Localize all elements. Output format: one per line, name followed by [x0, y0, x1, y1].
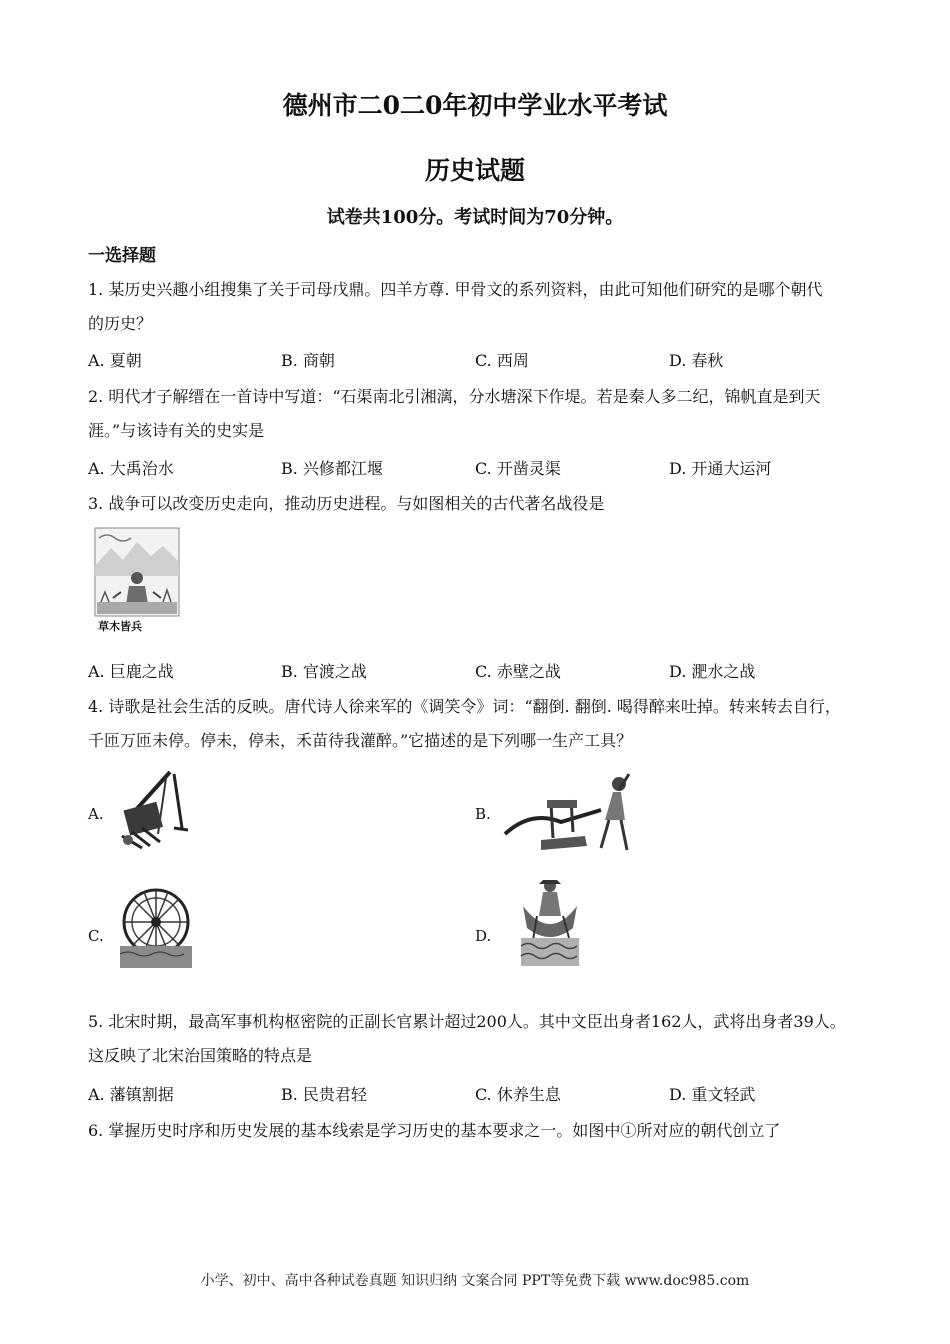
- question-4-line2: 千匝万匝未停。停未，停未，禾苗待我灌醉。”它描述的是下列哪一生产工具？: [88, 731, 633, 750]
- exam-subtitle: 历史试题: [424, 156, 525, 185]
- q4-option-d-image: [517, 876, 583, 968]
- exam-title: 德州市二0二0年初中学业水平考试: [282, 91, 668, 120]
- q1-option-c: C. 西周: [475, 351, 529, 370]
- q5-option-a: A. 藩镇割据: [88, 1085, 174, 1104]
- q4-option-a-image: [112, 766, 196, 854]
- q3-option-b: B. 官渡之战: [281, 662, 367, 681]
- question-1-stem: [88, 273, 878, 341]
- q3-battle-illustration: [93, 526, 181, 618]
- exam-info: 试卷共100分。考试时间为70分钟。: [326, 207, 624, 228]
- q1-option-b: B. 商朝: [281, 351, 335, 370]
- q1-option-d: D. 春秋: [669, 351, 724, 370]
- q4-option-c-image: [118, 884, 194, 970]
- question-2-stem: [88, 380, 878, 448]
- question-4-line1: 4. 诗歌是社会生活的反映。唐代诗人徐来军的《调笑令》词：“翻倒. 翻倒. 喝得醉来吐掉。转来转去自行，: [88, 697, 841, 716]
- page-footer: 小学、初中、高中各种试卷真题 知识归纳 文案合同 PPT等免费下载 www.doc985.com: [200, 1273, 750, 1289]
- q5-option-c: C. 休养生息: [475, 1085, 561, 1104]
- question-1-line2: 的历史？: [88, 314, 153, 333]
- q2-option-b: B. 兴修都江堰: [281, 459, 383, 478]
- q3-image-caption: 草木皆兵: [98, 620, 142, 633]
- q2-option-a: A. 大禹治水: [88, 459, 174, 478]
- q4-option-b-label: B.: [475, 805, 491, 823]
- question-3-stem: 3. 战争可以改变历史走向，推动历史进程。与如图相关的古代著名战役是: [88, 494, 605, 513]
- question-5-line2: 这反映了北宋治国策略的特点是: [88, 1046, 313, 1065]
- question-2-line1: 2. 明代才子解缙在一首诗中写道：“石渠南北引湘漓，分水塘深下作堤。若是秦人多二纪，锦帆直是到天: [88, 387, 821, 406]
- section-title: 一选择题: [88, 246, 156, 266]
- question-5-line1: 5. 北宋时期，最高军事机构枢密院的正副长官累计超过200人。其中文臣出身者162人，武将出身者39人。: [88, 1012, 846, 1031]
- question-4-stem: [88, 690, 878, 758]
- q2-option-c: C. 开凿灵渠: [475, 459, 561, 478]
- question-1-line1: 1. 某历史兴趣小组搜集了关于司母戊鼎。四羊方尊. 甲骨文的系列资料，由此可知他们研究的是哪个朝代: [88, 280, 823, 299]
- question-5-stem: [88, 1005, 888, 1073]
- question-2-line2: 涯。”与该诗有关的史实是: [88, 421, 265, 440]
- question-6-stem: 6. 掌握历史时序和历史发展的基本线索是学习历史的基本要求之一。如图中①所对应的朝代创立了: [88, 1121, 781, 1140]
- q3-option-a: A. 巨鹿之战: [88, 662, 174, 681]
- q2-option-d: D. 开通大运河: [669, 459, 772, 478]
- q4-option-b-image: [501, 770, 639, 856]
- q5-option-d: D. 重文轻武: [669, 1085, 756, 1104]
- q4-option-c-label: C.: [88, 927, 104, 945]
- q4-option-d-label: D.: [475, 927, 492, 945]
- q1-option-a: A. 夏朝: [88, 351, 142, 370]
- q3-option-c: C. 赤壁之战: [475, 662, 561, 681]
- q5-option-b: B. 民贵君轻: [281, 1085, 367, 1104]
- q3-option-d: D. 淝水之战: [669, 662, 756, 681]
- q4-option-a-label: A.: [88, 805, 104, 823]
